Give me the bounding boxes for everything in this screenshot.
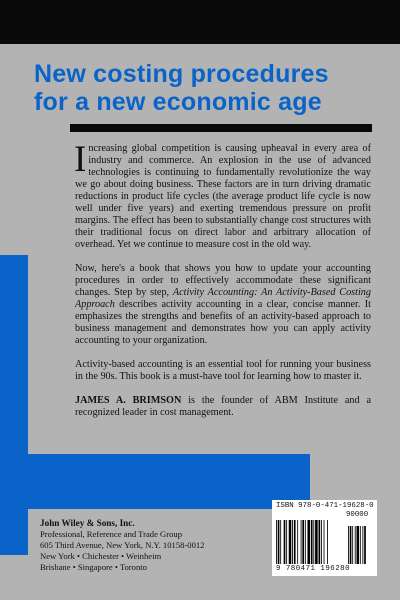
barcode-box: [272, 500, 377, 576]
isbn-text: ISBN 978-0-471-19628-0: [276, 502, 374, 510]
drop-cap: I: [74, 139, 87, 180]
barcode-bar: [307, 520, 310, 564]
barcode-bar: [302, 520, 304, 564]
barcode-bar: [294, 520, 296, 564]
barcode-bar: [321, 520, 322, 564]
headline-line-2: for a new economic age: [34, 88, 322, 116]
barcode-addon-bar: [355, 526, 356, 564]
barcode-bar: [311, 520, 313, 564]
barcode-bar: [286, 520, 287, 564]
publisher-line-1: Professional, Reference and Trade Group: [40, 529, 182, 539]
publisher-line-3: New York • Chichester • Weinheim: [40, 551, 162, 561]
price-addon-text: 90000: [346, 511, 369, 519]
barcode-addon-bar: [348, 526, 349, 564]
ean-number: 9 780471 196280: [276, 565, 351, 573]
top-black-band: [0, 0, 400, 44]
barcode-bar: [319, 520, 321, 564]
barcode-bar: [289, 520, 292, 564]
headline-line-1: New costing procedures: [34, 60, 329, 88]
publisher-name: John Wiley & Sons, Inc.: [40, 518, 135, 528]
barcode-addon-bar: [364, 526, 366, 564]
barcode-bar: [278, 520, 280, 564]
paragraph-1-text: ncreasing global competition is causing upheaval in every area of industry and commerce. An explosion in the use of advanced technologies is continuing to fundamentally revolutionize the way we go about doing business. These factors are in turn driving dramatic reductions in product life cycles (the average product life cycle is now well under five years) and exerting tremendous pressure on profit margins. The effect has been to substantially change cost structures with their traditional focus on direct labor and arbitrary allocation of overhead. Yet we continue to measure cost in the old way.: [75, 143, 371, 250]
publisher-line-4: Brisbane • Singapore • Toronto: [40, 562, 147, 572]
paragraph-1: [74, 139, 371, 251]
blue-block: [0, 454, 310, 509]
author-name: JAMES A. BRIMSON: [75, 395, 182, 406]
blue-side-stripe: [0, 255, 28, 555]
barcode-bar: [301, 520, 302, 564]
barcode-addon-bar: [362, 526, 363, 564]
barcode-bar: [305, 520, 306, 564]
barcode-bar: [327, 520, 328, 564]
barcode-addon-bar: [360, 526, 361, 564]
paragraph-2-text-b: describes activity accounting in a clear, concise manner. It emphasizes the strengths and benefits of an activity-based approach to business management and demonstrates how you can apply activity accounting to your organization.: [75, 299, 371, 346]
publisher-info: [40, 518, 260, 573]
book-title: Activity Accounting: An Activity-Based Costing Approach: [75, 287, 371, 310]
barcode-addon-bar: [357, 526, 360, 564]
paragraph-2-text-a: Now, here's a book that shows you how to update your accounting procedures in order to effectively accommodate these significant changes. Step by step,: [75, 263, 371, 298]
headline: [34, 60, 374, 116]
barcode-bar: [324, 520, 325, 564]
author-bio-text: is the founder of ABM Institute and a recognized leader in cost management.: [75, 395, 371, 418]
barcode-bar: [313, 520, 314, 564]
barcode-icon: [276, 520, 373, 564]
paragraph-2: [75, 263, 371, 347]
barcode-bar: [280, 520, 281, 564]
barcode-addon-bar: [352, 526, 353, 564]
barcode-bar: [297, 520, 298, 564]
barcode-bar: [315, 520, 318, 564]
barcode-bar: [276, 520, 277, 564]
description-text: [74, 139, 371, 431]
barcode-bar: [292, 520, 293, 564]
black-rule: [70, 124, 372, 132]
barcode-addon-bar: [350, 526, 352, 564]
paragraph-3: Activity-based accounting is an essential tool for running your business in the 90s. This book is a must-have tool for learning how to master it.: [75, 359, 371, 382]
barcode-bar: [284, 520, 286, 564]
publisher-line-2: 605 Third Avenue, New York, N.Y. 10158-0012: [40, 540, 205, 550]
author-bio: [75, 395, 371, 419]
